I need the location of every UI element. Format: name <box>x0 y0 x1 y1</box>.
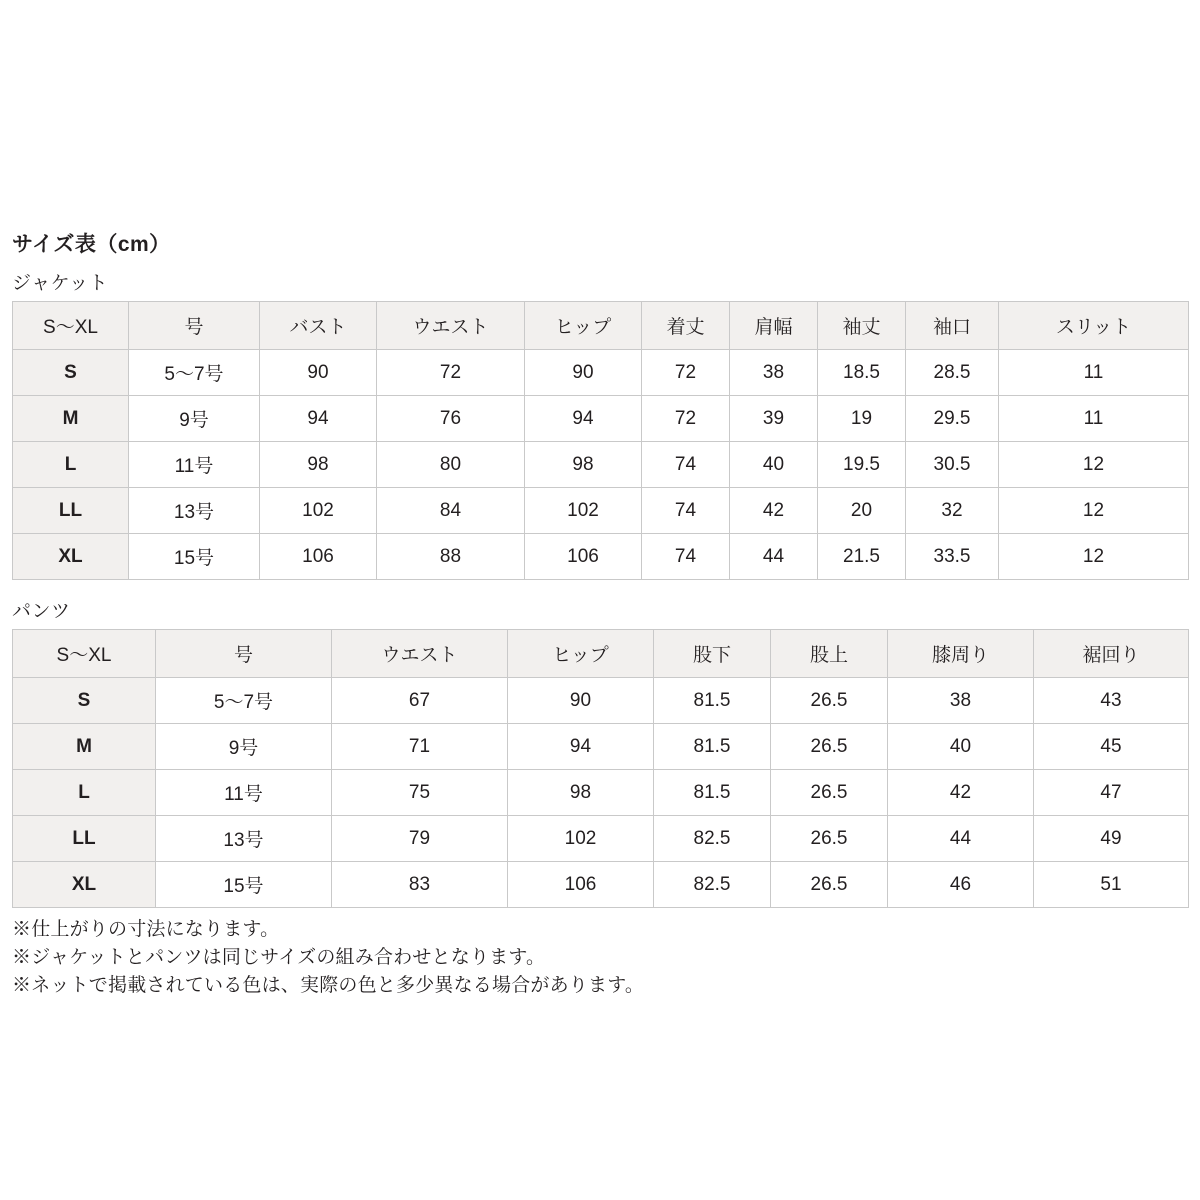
table-row <box>13 534 1189 580</box>
table-cell: 26.5 <box>771 862 888 908</box>
table-cell: 81.5 <box>654 724 771 770</box>
table-cell: 98 <box>525 442 642 488</box>
note-line: ※ネットで掲載されている色は、実際の色と多少異なる場合があります。 <box>12 975 645 997</box>
notes-block <box>12 916 1188 1000</box>
table-cell: 39 <box>730 396 818 442</box>
table-cell: 12 <box>999 488 1189 534</box>
table-cell: 79 <box>332 816 508 862</box>
table-cell: 32 <box>906 488 999 534</box>
column-header: 股上 <box>771 630 888 678</box>
table-cell: 12 <box>999 534 1189 580</box>
table-header-row <box>13 630 1189 678</box>
table-cell: 102 <box>260 488 377 534</box>
table-cell: 98 <box>508 770 654 816</box>
table-cell: 19.5 <box>818 442 906 488</box>
table-cell: 82.5 <box>654 862 771 908</box>
table-cell: 47 <box>1034 770 1189 816</box>
table-cell: 83 <box>332 862 508 908</box>
table-cell: 30.5 <box>906 442 999 488</box>
page-title: サイズ表（cm） <box>12 233 171 256</box>
column-header: 膝周り <box>888 630 1034 678</box>
table-cell: 33.5 <box>906 534 999 580</box>
row-size-label: XL <box>13 534 129 580</box>
table-cell: 76 <box>377 396 525 442</box>
table-cell: 26.5 <box>771 770 888 816</box>
column-header: 袖口 <box>906 302 999 350</box>
table-cell: 81.5 <box>654 678 771 724</box>
table-cell: 11 <box>999 350 1189 396</box>
row-size-label: LL <box>13 488 129 534</box>
row-size-label: L <box>13 442 129 488</box>
column-header: バスト <box>260 302 377 350</box>
table-cell: 26.5 <box>771 724 888 770</box>
column-header: 着丈 <box>642 302 730 350</box>
column-header: S〜XL <box>13 302 129 350</box>
table-cell: 94 <box>260 396 377 442</box>
table-cell: 19 <box>818 396 906 442</box>
table-cell: 80 <box>377 442 525 488</box>
table-cell: 38 <box>730 350 818 396</box>
table-cell: 18.5 <box>818 350 906 396</box>
table-cell: 13号 <box>129 488 260 534</box>
table-cell: 72 <box>377 350 525 396</box>
column-header: 袖丈 <box>818 302 906 350</box>
table-row <box>13 862 1189 908</box>
table-cell: 11号 <box>156 770 332 816</box>
table-cell: 75 <box>332 770 508 816</box>
table-cell: 21.5 <box>818 534 906 580</box>
table-cell: 51 <box>1034 862 1189 908</box>
table-cell: 106 <box>525 534 642 580</box>
table-cell: 74 <box>642 534 730 580</box>
table-cell: 40 <box>730 442 818 488</box>
table-cell: 81.5 <box>654 770 771 816</box>
table-cell: 94 <box>508 724 654 770</box>
table-cell: 74 <box>642 488 730 534</box>
column-header: 裾回り <box>1034 630 1189 678</box>
table-cell: 43 <box>1034 678 1189 724</box>
note-line: ※仕上がりの寸法になります。 <box>12 919 280 940</box>
table-cell: 13号 <box>156 816 332 862</box>
jacket-size-table <box>12 301 1189 580</box>
column-header: ヒップ <box>525 302 642 350</box>
pants-size-table <box>12 629 1189 908</box>
table-cell: 106 <box>508 862 654 908</box>
table-cell: 67 <box>332 678 508 724</box>
pants-section-label: パンツ <box>12 601 71 622</box>
table-cell: 5〜7号 <box>156 678 332 724</box>
table-cell: 44 <box>888 816 1034 862</box>
row-size-label: M <box>13 396 129 442</box>
table-row <box>13 678 1189 724</box>
table-cell: 82.5 <box>654 816 771 862</box>
table-header-row <box>13 302 1189 350</box>
table-cell: 11 <box>999 396 1189 442</box>
table-cell: 15号 <box>129 534 260 580</box>
table-cell: 74 <box>642 442 730 488</box>
jacket-section-label: ジャケット <box>12 273 109 294</box>
table-row <box>13 442 1189 488</box>
table-cell: 84 <box>377 488 525 534</box>
table-cell: 28.5 <box>906 350 999 396</box>
table-row <box>13 770 1189 816</box>
row-size-label: XL <box>13 862 156 908</box>
table-cell: 71 <box>332 724 508 770</box>
table-cell: 42 <box>730 488 818 534</box>
column-header: 肩幅 <box>730 302 818 350</box>
table-cell: 9号 <box>156 724 332 770</box>
column-header: 股下 <box>654 630 771 678</box>
table-cell: 15号 <box>156 862 332 908</box>
table-cell: 46 <box>888 862 1034 908</box>
column-header: 号 <box>129 302 260 350</box>
table-row <box>13 724 1189 770</box>
table-cell: 94 <box>525 396 642 442</box>
row-size-label: LL <box>13 816 156 862</box>
table-cell: 72 <box>642 396 730 442</box>
row-size-label: S <box>13 678 156 724</box>
table-cell: 106 <box>260 534 377 580</box>
table-row <box>13 396 1189 442</box>
table-cell: 90 <box>525 350 642 396</box>
table-row <box>13 350 1189 396</box>
column-header: 号 <box>156 630 332 678</box>
column-header: ウエスト <box>332 630 508 678</box>
column-header: スリット <box>999 302 1189 350</box>
table-cell: 5〜7号 <box>129 350 260 396</box>
row-size-label: L <box>13 770 156 816</box>
table-cell: 72 <box>642 350 730 396</box>
table-cell: 9号 <box>129 396 260 442</box>
column-header: ヒップ <box>508 630 654 678</box>
column-header: S〜XL <box>13 630 156 678</box>
table-cell: 42 <box>888 770 1034 816</box>
row-size-label: M <box>13 724 156 770</box>
table-cell: 44 <box>730 534 818 580</box>
table-cell: 90 <box>260 350 377 396</box>
table-cell: 49 <box>1034 816 1189 862</box>
table-cell: 26.5 <box>771 816 888 862</box>
table-row <box>13 816 1189 862</box>
table-cell: 45 <box>1034 724 1189 770</box>
table-cell: 88 <box>377 534 525 580</box>
table-cell: 90 <box>508 678 654 724</box>
table-cell: 26.5 <box>771 678 888 724</box>
column-header: ウエスト <box>377 302 525 350</box>
table-cell: 98 <box>260 442 377 488</box>
table-cell: 38 <box>888 678 1034 724</box>
row-size-label: S <box>13 350 129 396</box>
table-row <box>13 488 1189 534</box>
table-cell: 20 <box>818 488 906 534</box>
note-line: ※ジャケットとパンツは同じサイズの組み合わせとなります。 <box>12 947 546 969</box>
table-cell: 102 <box>525 488 642 534</box>
table-cell: 29.5 <box>906 396 999 442</box>
table-cell: 11号 <box>129 442 260 488</box>
table-cell: 12 <box>999 442 1189 488</box>
size-chart-content <box>12 228 1188 1000</box>
table-cell: 40 <box>888 724 1034 770</box>
table-cell: 102 <box>508 816 654 862</box>
